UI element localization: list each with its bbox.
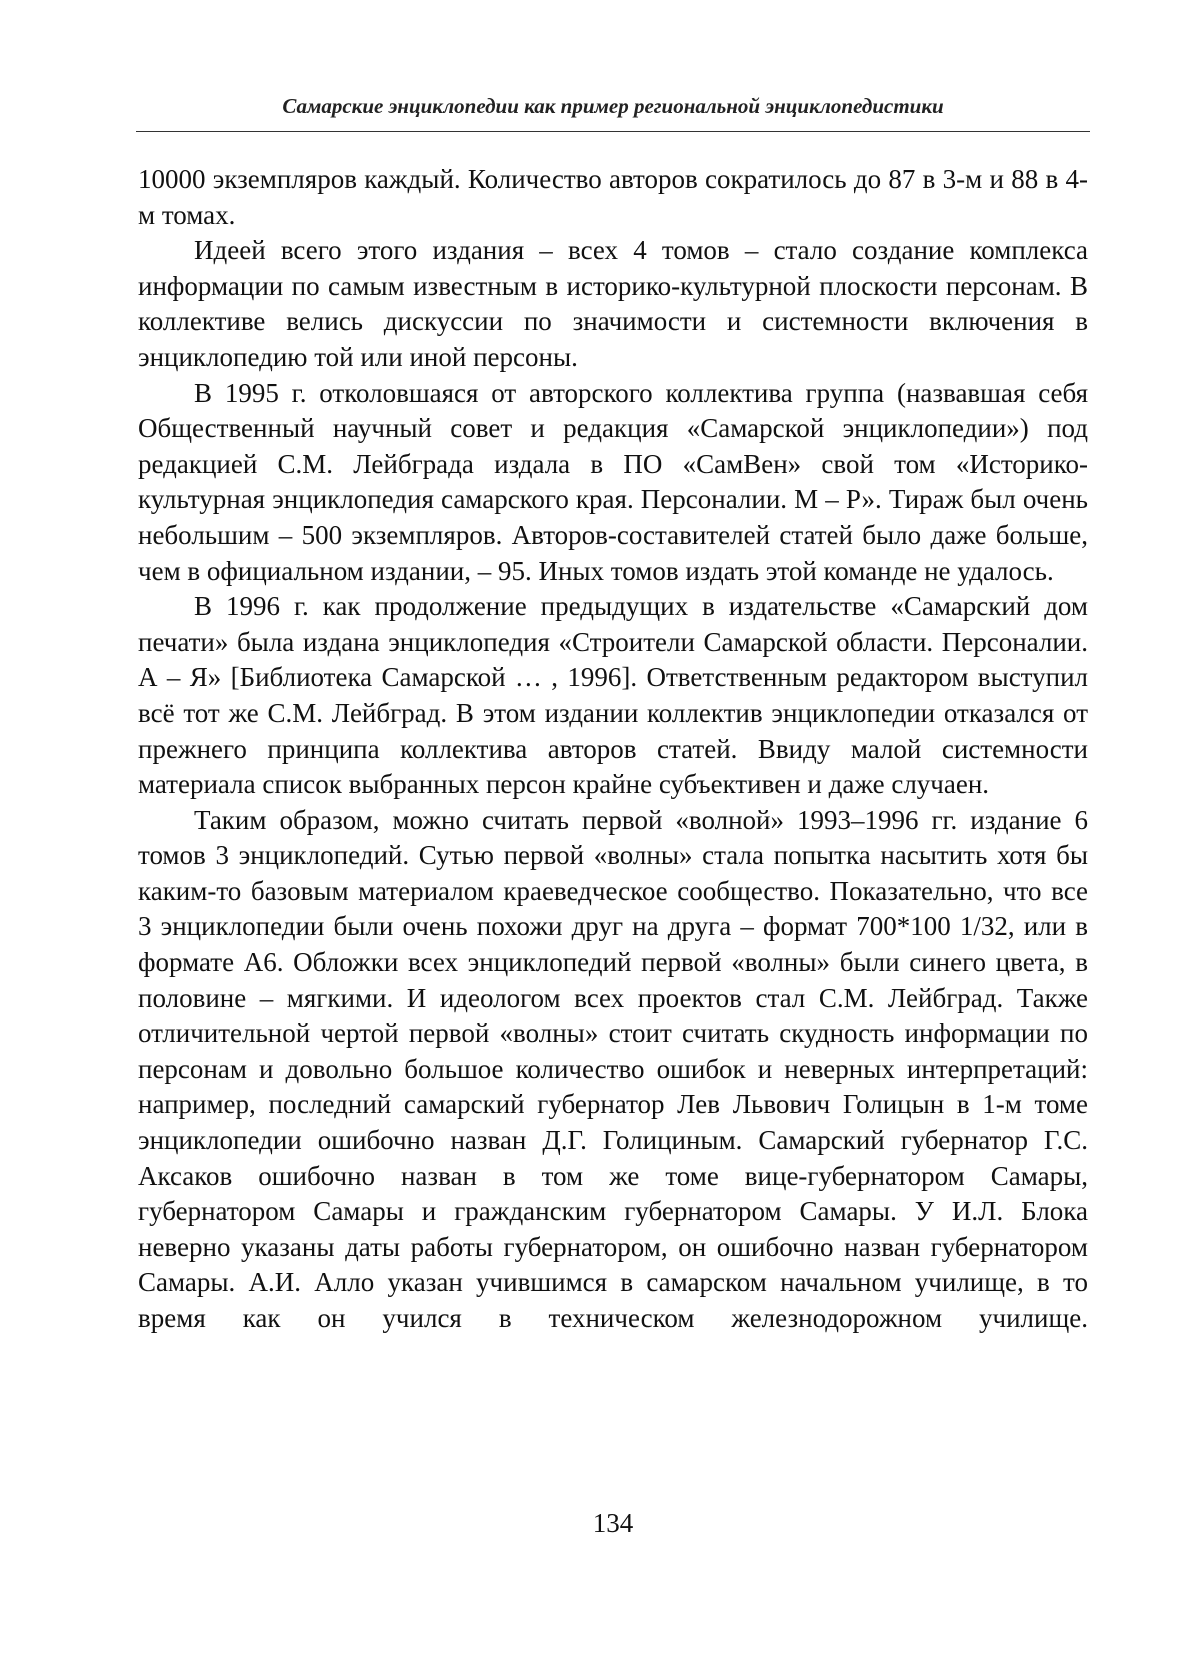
paragraph: В 1996 г. как продолжение предыдущих в издательстве «Самарский дом печати» была издана энциклопедия «Строители Самарской области. Персоналии. А – Я» [Библиотека Самарской … , 1996]. Ответственным редактором выступил всё тот же С.М. Лейбград. В этом издании коллектив энциклопедии отказался от прежнего принципа коллектива авторов статей. Ввиду малой системности материала список выбранных персон крайне субъективен и даже случаен. <box>138 591 1088 800</box>
paragraph: В 1995 г. отколовшаяся от авторского коллектива группа (назвавшая себя Общественный научный совет и редакция «Самарской энциклопедии») под редакцией С.М. Лейбграда издала в ПО «СамВен» свой том «Историко-культурная энциклопедия самарского края. Персоналии. М – Р». Тираж был очень небольшим – 500 экземпляров. Авторов-составителей статей было даже больше, чем в официальном издании, – 95. Иных томов издать этой команде не удалось. <box>138 377 1088 586</box>
paragraph-continuation: 10000 экземпляров каждый. Количество авторов сократилось до 87 в 3-м и 88 в 4-м томах. <box>138 164 1088 230</box>
paragraph: Идеей всего этого издания – всех 4 томов – стало создание комплекса информации по самым известным в историко-культурной плоскости персонам. В коллективе велись дискуссии по значимости и системности включения в энциклопедию той или иной персоны. <box>138 235 1088 372</box>
paragraph: Таким образом, можно считать первой «волной» 1993–1996 гг. издание 6 томов 3 энциклопедий. Сутью первой «волны» стала попытка насытить хотя бы каким-то базовым материалом краеведческое сообщество. Показательно, что все 3 энциклопедии были очень похожи друг на друга – формат 700*100 1/32, или в формате А6. Обложки всех энциклопедий первой «волны» были синего цвета, в половине – мягкими. И идеологом всех проектов стал С.М. Лейбград. Также отличительной чертой первой «волны» стоит считать скудность информации по персонам и довольно большое количество ошибок и неверных интерпретаций: например, последний самарский губернатор Лев Львович Голицын в 1-м томе энциклопедии ошибочно назван Д.Г. Голициным. Самарский губернатор Г.С. Аксаков ошибочно назван в том же томе вице-губернатором Самары, губернатором Самары и гражданским губернатором Самары. У И.Л. Блока неверно указаны даты работы губернатором, он ошибочно назван губернатором Самары. А.И. Алло указан учившимся в самарском начальном училище, в то время как он учился в техническом железнодорожном училище. <box>138 804 1088 1333</box>
body-text <box>138 162 1088 1337</box>
running-header: Самарские энциклопедии как пример региональной энциклопедистики <box>282 94 944 118</box>
page-number: 134 <box>592 1508 634 1538</box>
header-divider <box>136 131 1090 132</box>
